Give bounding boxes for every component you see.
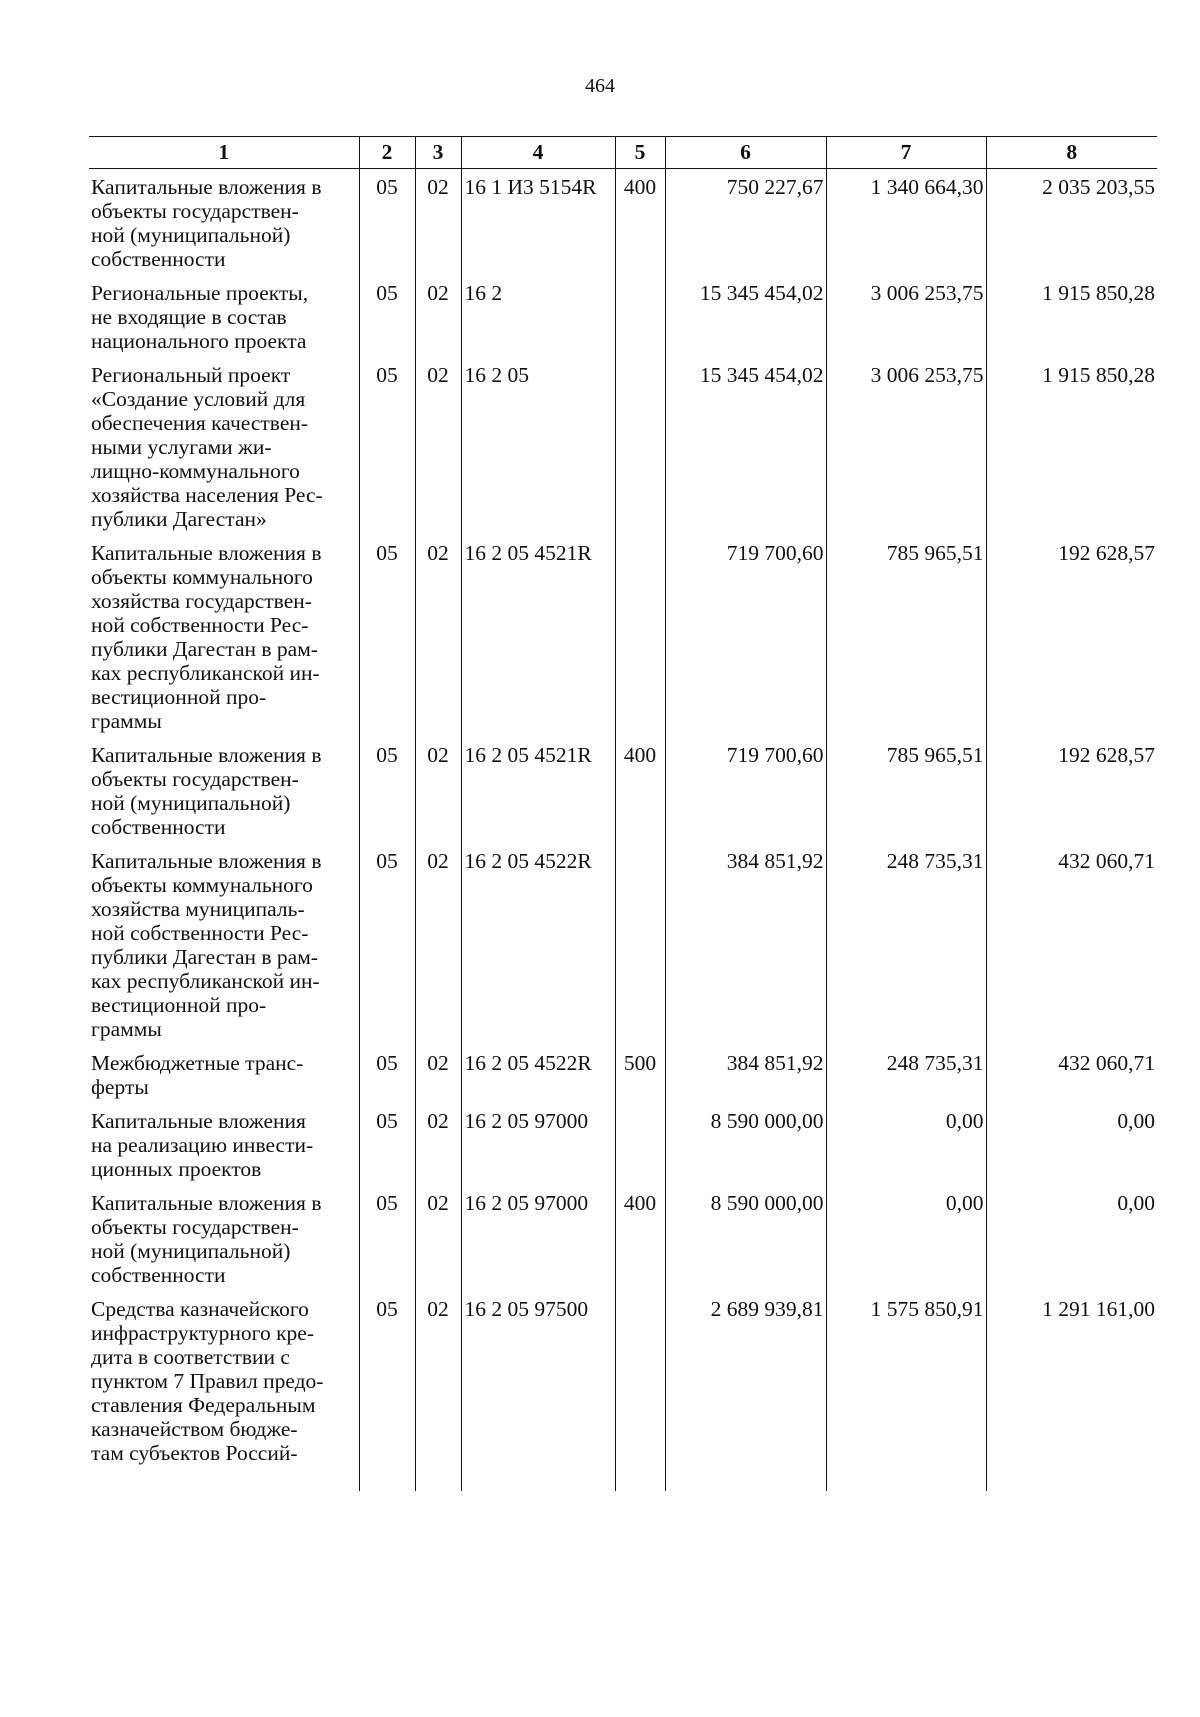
section-code: 05: [359, 1185, 415, 1291]
amount-col-8: 1 915 850,28: [986, 357, 1157, 535]
row-name-line: ках республиканской ин-: [91, 660, 320, 685]
row-name-line: Капитальные вложения в: [91, 540, 322, 565]
row-name-line: объекты коммунального: [91, 872, 313, 897]
expense-type-code: 400: [615, 169, 665, 275]
row-name: [89, 535, 359, 737]
target-article-code: 16 2 05 4522R: [461, 843, 615, 1045]
section-code: 05: [359, 1045, 415, 1103]
section-code: 05: [359, 843, 415, 1045]
header-col-2: 2: [359, 137, 415, 169]
row-name-line: Капитальные вложения в: [91, 175, 322, 199]
amount-col-8: 432 060,71: [986, 843, 1157, 1045]
subsection-code: 02: [415, 1185, 461, 1291]
subsection-code: 02: [415, 1045, 461, 1103]
amount-col-6: 8 590 000,00: [665, 1103, 826, 1185]
table-row: [89, 843, 1157, 1045]
amount-col-7: 3 006 253,75: [826, 275, 986, 357]
row-name: [89, 1045, 359, 1103]
row-name-line: объекты государствен-: [91, 1214, 299, 1239]
section-code: 05: [359, 275, 415, 357]
row-name-line: казначейством бюдже-: [91, 1416, 298, 1441]
subsection-code: 02: [415, 357, 461, 535]
header-col-6: 6: [665, 137, 826, 169]
section-code: 05: [359, 1103, 415, 1185]
row-name-line: ными услугами жи-: [91, 434, 272, 459]
row-name-line: пунктом 7 Правил предо-: [91, 1368, 324, 1393]
row-name-line: Региональные проекты,: [91, 280, 309, 305]
target-article-code: 16 2 05 97000: [461, 1185, 615, 1291]
row-name-line: Капитальные вложения: [91, 1108, 306, 1133]
header-col-1: 1: [89, 137, 359, 169]
amount-col-7: 1 340 664,30: [826, 169, 986, 275]
header-col-8: 8: [986, 137, 1157, 169]
section-code: 05: [359, 357, 415, 535]
row-name-line: Капитальные вложения в: [91, 848, 322, 873]
row-name: [89, 1185, 359, 1291]
table-row: [89, 169, 1157, 275]
page-number: 464: [585, 75, 615, 97]
amount-col-7: 248 735,31: [826, 843, 986, 1045]
row-name-line: объекты государствен-: [91, 199, 299, 223]
table-row: [89, 737, 1157, 843]
row-name-line: ной собственности Рес-: [91, 612, 309, 637]
header-col-7: 7: [826, 137, 986, 169]
row-name-line: вестиционной про-: [91, 684, 267, 709]
row-name: [89, 1291, 359, 1491]
row-name-line: публики Дагестан»: [91, 506, 267, 531]
header-row: [89, 137, 1157, 169]
subsection-code: 02: [415, 169, 461, 275]
row-name-line: объекты коммунального: [91, 564, 313, 589]
row-name-line: ной (муниципальной): [91, 223, 291, 247]
row-name-line: национального проекта: [91, 328, 307, 353]
target-article-code: 16 2: [461, 275, 615, 357]
row-name-line: там субъектов Россий-: [91, 1440, 298, 1465]
row-name-line: дита в соответствии с: [91, 1344, 290, 1369]
row-name-line: вестиционной про-: [91, 992, 267, 1017]
amount-col-8: 0,00: [986, 1185, 1157, 1291]
table-row: [89, 535, 1157, 737]
row-name-line: обеспечения качествен-: [91, 410, 309, 435]
row-name-line: не входящие в состав: [91, 304, 287, 329]
table-row: [89, 1291, 1157, 1491]
subsection-code: 02: [415, 1291, 461, 1491]
target-article-code: 16 2 05 4521R: [461, 535, 615, 737]
subsection-code: 02: [415, 275, 461, 357]
row-name: [89, 737, 359, 843]
table-body: [89, 169, 1157, 1491]
row-name: [89, 1103, 359, 1185]
section-code: 05: [359, 737, 415, 843]
row-name-line: инфраструктурного кре-: [91, 1320, 314, 1345]
row-name: [89, 169, 359, 275]
amount-col-8: 192 628,57: [986, 737, 1157, 843]
table-row: [89, 1045, 1157, 1103]
amount-col-6: 15 345 454,02: [665, 357, 826, 535]
target-article-code: 16 1 И3 5154R: [461, 169, 615, 275]
row-name-line: Капитальные вложения в: [91, 742, 322, 767]
amount-col-6: 15 345 454,02: [665, 275, 826, 357]
header-col-4: 4: [461, 137, 615, 169]
target-article-code: 16 2 05: [461, 357, 615, 535]
target-article-code: 16 2 05 97500: [461, 1291, 615, 1491]
row-name-line: на реализацию инвести-: [91, 1132, 314, 1157]
amount-col-6: 2 689 939,81: [665, 1291, 826, 1491]
row-name-line: собственности: [91, 1262, 226, 1287]
row-name-line: объекты государствен-: [91, 766, 299, 791]
row-name-line: ферты: [91, 1074, 149, 1099]
amount-col-6: 719 700,60: [665, 535, 826, 737]
row-name: [89, 843, 359, 1045]
subsection-code: 02: [415, 737, 461, 843]
amount-col-8: 192 628,57: [986, 535, 1157, 737]
row-name-line: ках республиканской ин-: [91, 968, 320, 993]
amount-col-7: 248 735,31: [826, 1045, 986, 1103]
row-name-line: лищно-коммунального: [91, 458, 300, 483]
row-name-line: собственности: [91, 814, 226, 839]
table-row: [89, 1103, 1157, 1185]
amount-col-7: 0,00: [826, 1103, 986, 1185]
subsection-code: 02: [415, 1103, 461, 1185]
row-name: [89, 275, 359, 357]
amount-col-6: 8 590 000,00: [665, 1185, 826, 1291]
section-code: 05: [359, 169, 415, 275]
amount-col-7: 3 006 253,75: [826, 357, 986, 535]
amount-col-7: 1 575 850,91: [826, 1291, 986, 1491]
expense-type-code: 400: [615, 1185, 665, 1291]
amount-col-8: 1 291 161,00: [986, 1291, 1157, 1491]
row-name-line: «Создание условий для: [91, 386, 306, 411]
table-row: [89, 357, 1157, 535]
section-code: 05: [359, 1291, 415, 1491]
row-name-line: ной (муниципальной): [91, 1238, 291, 1263]
row-name-line: Межбюджетные транс-: [91, 1050, 304, 1075]
header-col-3: 3: [415, 137, 461, 169]
amount-col-7: 785 965,51: [826, 535, 986, 737]
amount-col-6: 750 227,67: [665, 169, 826, 275]
expense-type-code: [615, 1103, 665, 1185]
row-name-line: ционных проектов: [91, 1156, 262, 1181]
amount-col-8: 2 035 203,55: [986, 169, 1157, 275]
header-col-5: 5: [615, 137, 665, 169]
expense-type-code: [615, 843, 665, 1045]
amount-col-6: 384 851,92: [665, 843, 826, 1045]
amount-col-7: 0,00: [826, 1185, 986, 1291]
section-code: 05: [359, 535, 415, 737]
table-row: [89, 1185, 1157, 1291]
expense-type-code: [615, 1291, 665, 1491]
amount-col-7: 785 965,51: [826, 737, 986, 843]
table-row: [89, 275, 1157, 357]
row-name-line: хозяйства населения Рес-: [91, 482, 323, 507]
target-article-code: 16 2 05 4522R: [461, 1045, 615, 1103]
row-name-line: собственности: [91, 247, 226, 271]
row-name-line: Региональный проект: [91, 362, 291, 387]
expense-type-code: 500: [615, 1045, 665, 1103]
row-name-line: ной (муниципальной): [91, 790, 291, 815]
subsection-code: 02: [415, 843, 461, 1045]
expense-type-code: [615, 535, 665, 737]
target-article-code: 16 2 05 4521R: [461, 737, 615, 843]
expense-type-code: [615, 275, 665, 357]
row-name-line: публики Дагестан в рам-: [91, 636, 318, 661]
row-name-line: публики Дагестан в рам-: [91, 944, 318, 969]
amount-col-6: 384 851,92: [665, 1045, 826, 1103]
amount-col-6: 719 700,60: [665, 737, 826, 843]
row-name-line: граммы: [91, 708, 162, 733]
row-name-line: Средства казначейского: [91, 1296, 309, 1321]
amount-col-8: 1 915 850,28: [986, 275, 1157, 357]
row-name-line: ставления Федеральным: [91, 1392, 316, 1417]
row-name-line: хозяйства государствен-: [91, 588, 312, 613]
subsection-code: 02: [415, 535, 461, 737]
budget-table: [89, 136, 1157, 1491]
row-name-line: Капитальные вложения в: [91, 1190, 322, 1215]
row-name-line: хозяйства муниципаль-: [91, 896, 305, 921]
amount-col-8: 432 060,71: [986, 1045, 1157, 1103]
row-name: [89, 357, 359, 535]
expense-type-code: 400: [615, 737, 665, 843]
expense-type-code: [615, 357, 665, 535]
row-name-line: ной собственности Рес-: [91, 920, 309, 945]
table-header: [89, 137, 1157, 169]
amount-col-8: 0,00: [986, 1103, 1157, 1185]
target-article-code: 16 2 05 97000: [461, 1103, 615, 1185]
row-name-line: граммы: [91, 1016, 162, 1041]
